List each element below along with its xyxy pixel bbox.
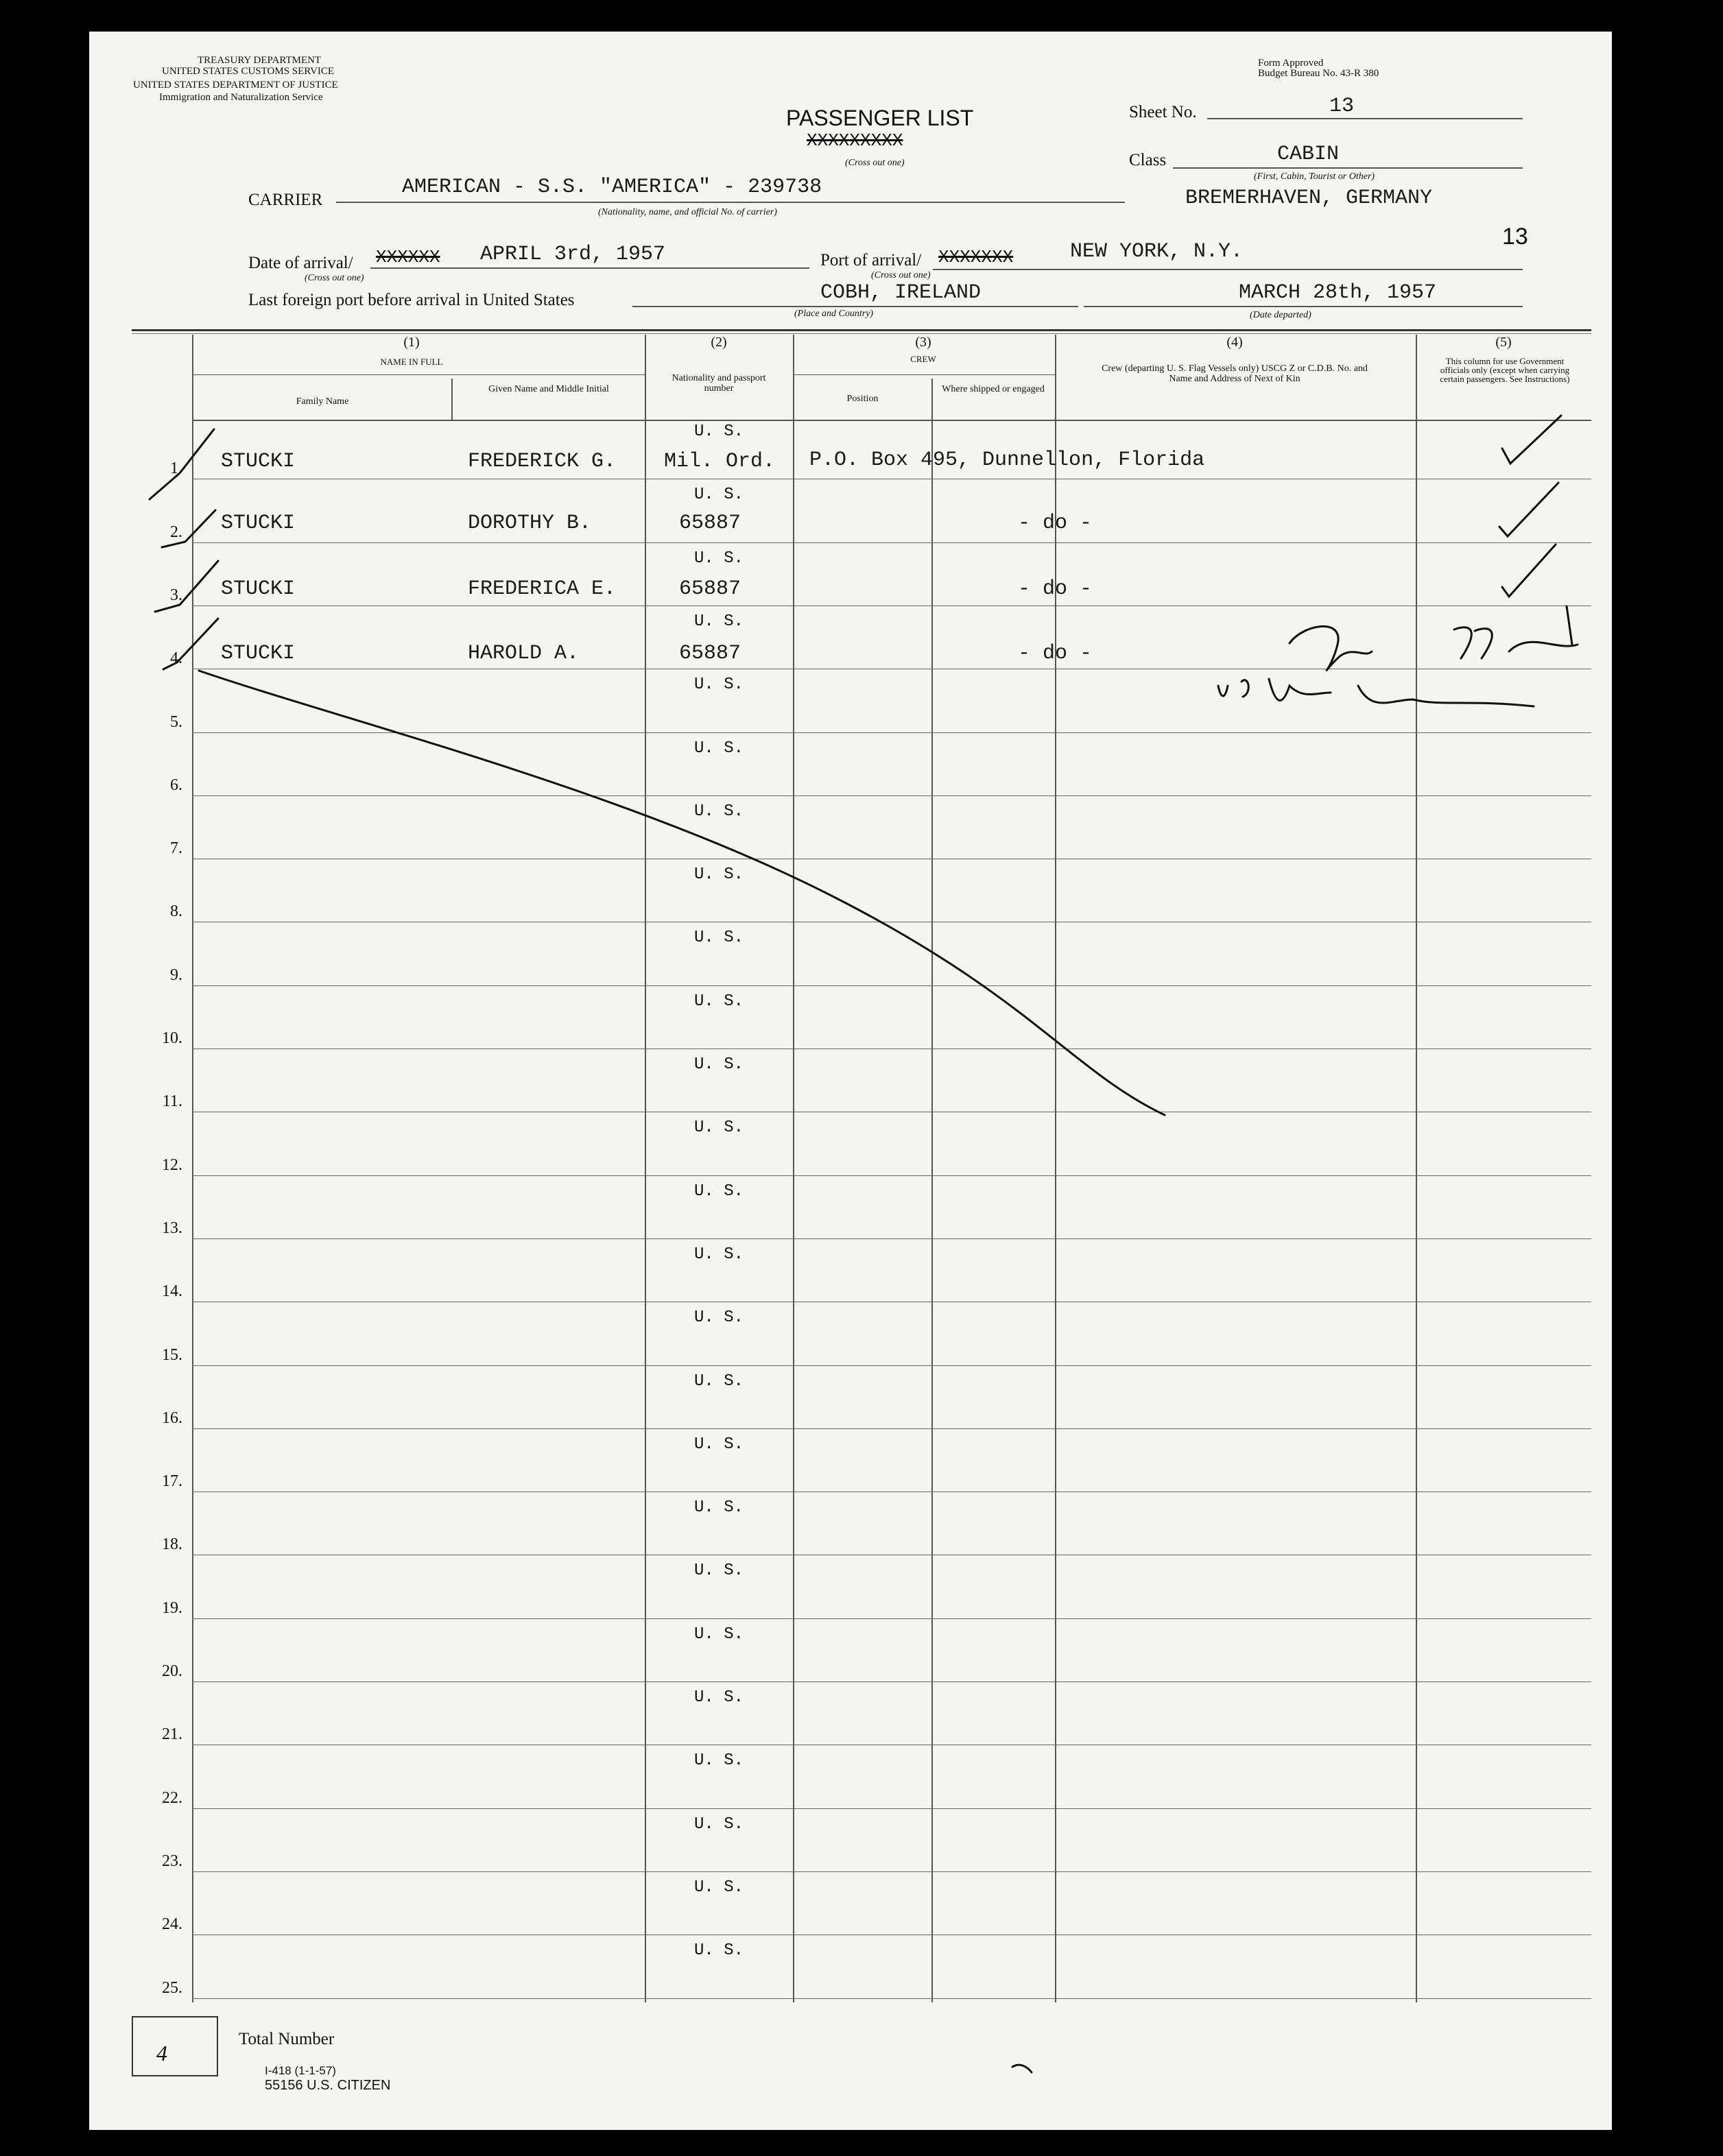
bottom-mark <box>1012 2065 1032 2072</box>
cancel-diagonal <box>199 671 1165 1115</box>
row4-family: STUCKI <box>221 642 296 665</box>
row-number: 14. <box>162 1282 182 1300</box>
row-number: 23. <box>162 1852 182 1870</box>
nationality-label: U. S. <box>693 865 744 884</box>
row-number: 1. <box>170 459 182 477</box>
row-number: 4. <box>170 649 182 667</box>
total-box <box>132 2016 218 2076</box>
row3-given: FREDERICA E. <box>468 577 617 601</box>
agency-line-1: TREASURY DEPARTMENT <box>198 55 322 66</box>
row-number: 10. <box>162 1029 182 1047</box>
row-number: 7. <box>170 839 182 857</box>
row4-address: - do - <box>1018 642 1093 665</box>
row-number: 25. <box>162 1979 182 1997</box>
total-value: 4 <box>156 2041 167 2065</box>
initials-scribble <box>1290 626 1578 670</box>
sheet-label: Sheet No. <box>1129 103 1197 121</box>
arrival-crossed: XXXXXX <box>376 247 440 267</box>
nationality-label: U. S. <box>693 1372 744 1391</box>
col3-num: (3) <box>915 335 931 350</box>
row2-passport: 65887 <box>679 512 741 535</box>
carrier-label: CARRIER <box>248 191 323 209</box>
carrier-hint: (Nationality, name, and official No. of carrier) <box>598 207 777 217</box>
date-departed-hint: (Date departed) <box>1250 310 1311 320</box>
row2-address: - do - <box>1018 512 1093 535</box>
total-label: Total Number <box>239 2030 335 2048</box>
nationality-label: U. S. <box>693 1751 744 1770</box>
nationality-label: U. S. <box>693 1878 744 1897</box>
nationality-label: U. S. <box>693 1625 744 1644</box>
agency-line-4: Immigration and Naturalization Service <box>159 92 323 103</box>
nationality-label: U. S. <box>693 802 744 821</box>
col1-title: NAME IN FULL <box>380 357 443 367</box>
row-number: 9. <box>170 966 182 984</box>
check-mark-3 <box>1502 544 1556 597</box>
row-number: 17. <box>162 1472 182 1490</box>
row-number: 12. <box>162 1156 182 1174</box>
check-mark-1 <box>1502 416 1561 464</box>
form-approved: Form Approved <box>1258 58 1324 69</box>
col3-title: CREW <box>910 354 936 364</box>
nationality-label: U. S. <box>693 675 744 694</box>
row-number: 16. <box>162 1409 182 1427</box>
col4-num: (4) <box>1226 335 1243 350</box>
nationality-label: U. S. <box>693 1055 744 1074</box>
row-number: 2. <box>170 523 182 541</box>
departure-port: BREMERHAVEN, GERMANY <box>1185 187 1433 210</box>
nationality-label: U. S. <box>693 486 744 504</box>
check-mark-2 <box>1499 483 1558 536</box>
check-mark-4 <box>1567 606 1572 645</box>
page-title: PASSENGER LIST <box>786 106 974 130</box>
nationality-label: U. S. <box>693 422 744 441</box>
row1-passport: Mil. Ord. <box>664 450 776 473</box>
row3-tick-mark <box>155 561 218 612</box>
arrival-label: Date of arrival/ <box>248 254 353 272</box>
row-number: 21. <box>162 1725 182 1743</box>
col5-title: This column for use Government officials only (except when carrying certain passengers. See Instructions) <box>1440 356 1570 384</box>
row1-given: FREDERICK G. <box>468 450 617 473</box>
row1-family: STUCKI <box>221 450 296 473</box>
row4-passport: 65887 <box>679 642 741 665</box>
row3-address: - do - <box>1018 577 1093 601</box>
budget-bureau: Budget Bureau No. 43-R 380 <box>1258 68 1379 79</box>
nationality-label: U. S. <box>693 992 744 1011</box>
row-number: 11. <box>162 1092 182 1110</box>
sheet-number: 13 <box>1329 95 1355 118</box>
port-hint: (Cross out one) <box>871 270 931 280</box>
row1-tick-mark <box>150 429 214 499</box>
arrival-date: APRIL 3rd, 1957 <box>480 243 666 266</box>
col2-title: Nationality and passport number <box>672 373 766 394</box>
nationality-label: U. S. <box>693 1435 744 1454</box>
row-number: 24. <box>162 1915 182 1933</box>
nationality-label: U. S. <box>693 1245 744 1264</box>
class-hint: (First, Cabin, Tourist or Other) <box>1254 171 1375 182</box>
form-id: I-418 (1-1-57) <box>265 2064 336 2077</box>
row4-given: HAROLD A. <box>468 642 580 665</box>
row-number: 6. <box>170 776 182 794</box>
row2-given: DOROTHY B. <box>468 512 592 535</box>
row2-tick-mark <box>162 510 215 547</box>
row3-family: STUCKI <box>221 577 296 601</box>
nationality-label: U. S. <box>693 1182 744 1201</box>
col4-title: Crew (departing U. S. Flag Vessels only) USCG Z or C.D.B. No. and Name and Address of Next of Kin <box>1102 363 1368 384</box>
officer-signature <box>1218 679 1534 706</box>
nationality-label: U. S. <box>693 1815 744 1834</box>
row-number: 13. <box>162 1219 182 1237</box>
carrier-value: AMERICAN - S.S. "AMERICA" - 239738 <box>402 176 822 199</box>
row-number: 3. <box>170 586 182 604</box>
row-number: 22. <box>162 1789 182 1807</box>
agency-line-2: UNITED STATES CUSTOMS SERVICE <box>162 66 335 77</box>
last-port-value: COBH, IRELAND <box>820 281 982 304</box>
row1-address: P.O. Box 495, Dunnellon, Florida <box>809 448 1205 472</box>
row3-passport: 65887 <box>679 577 741 601</box>
margin-sheet-number: 13 <box>1502 224 1528 250</box>
nationality-label: U. S. <box>693 929 744 947</box>
col2-num: (2) <box>711 335 727 350</box>
port-label: Port of arrival/ <box>820 251 922 270</box>
col3b-header: Where shipped or engaged <box>942 384 1045 394</box>
nationality-label: U. S. <box>693 612 744 631</box>
row-number: 19. <box>162 1599 182 1617</box>
nationality-label: U. S. <box>693 1941 744 1960</box>
row4-tick-mark <box>163 619 218 669</box>
form-code: 55156 U.S. CITIZEN <box>265 2078 391 2093</box>
col3a-header: Position <box>846 394 879 404</box>
nationality-label: U. S. <box>693 1118 744 1137</box>
nationality-label: U. S. <box>693 739 744 758</box>
agency-line-3: UNITED STATES DEPARTMENT OF JUSTICE <box>133 80 338 91</box>
port-crossed: XXXXXXX <box>938 247 1014 267</box>
arrival-hint: (Cross out one) <box>305 273 364 283</box>
col5-num: (5) <box>1495 335 1512 350</box>
cross-out-hint: (Cross out one) <box>845 158 905 168</box>
col1b-header: Given Name and Middle Initial <box>488 384 609 394</box>
row2-family: STUCKI <box>221 512 296 535</box>
title-crossed-out: XXXXXXXXX <box>807 130 903 151</box>
class-value: CABIN <box>1277 143 1340 166</box>
date-departed: MARCH 28th, 1957 <box>1239 281 1437 304</box>
row-number: 5. <box>170 713 182 731</box>
col1-num: (1) <box>403 335 420 350</box>
nationality-label: U. S. <box>693 1561 744 1580</box>
nationality-label: U. S. <box>693 1308 744 1327</box>
nationality-label: U. S. <box>693 1498 744 1517</box>
class-label: Class <box>1129 151 1167 169</box>
row-number: 15. <box>162 1346 182 1364</box>
port-value: NEW YORK, N.Y. <box>1070 240 1244 263</box>
col1a-header: Family Name <box>296 396 349 407</box>
row-number: 8. <box>170 902 182 920</box>
last-port-label: Last foreign port before arrival in United States <box>248 291 575 309</box>
row-number: 20. <box>162 1662 182 1680</box>
nationality-label: U. S. <box>693 549 744 568</box>
last-port-hint: (Place and Country) <box>794 309 874 319</box>
nationality-label: U. S. <box>693 1688 744 1707</box>
row-number: 18. <box>162 1535 182 1553</box>
